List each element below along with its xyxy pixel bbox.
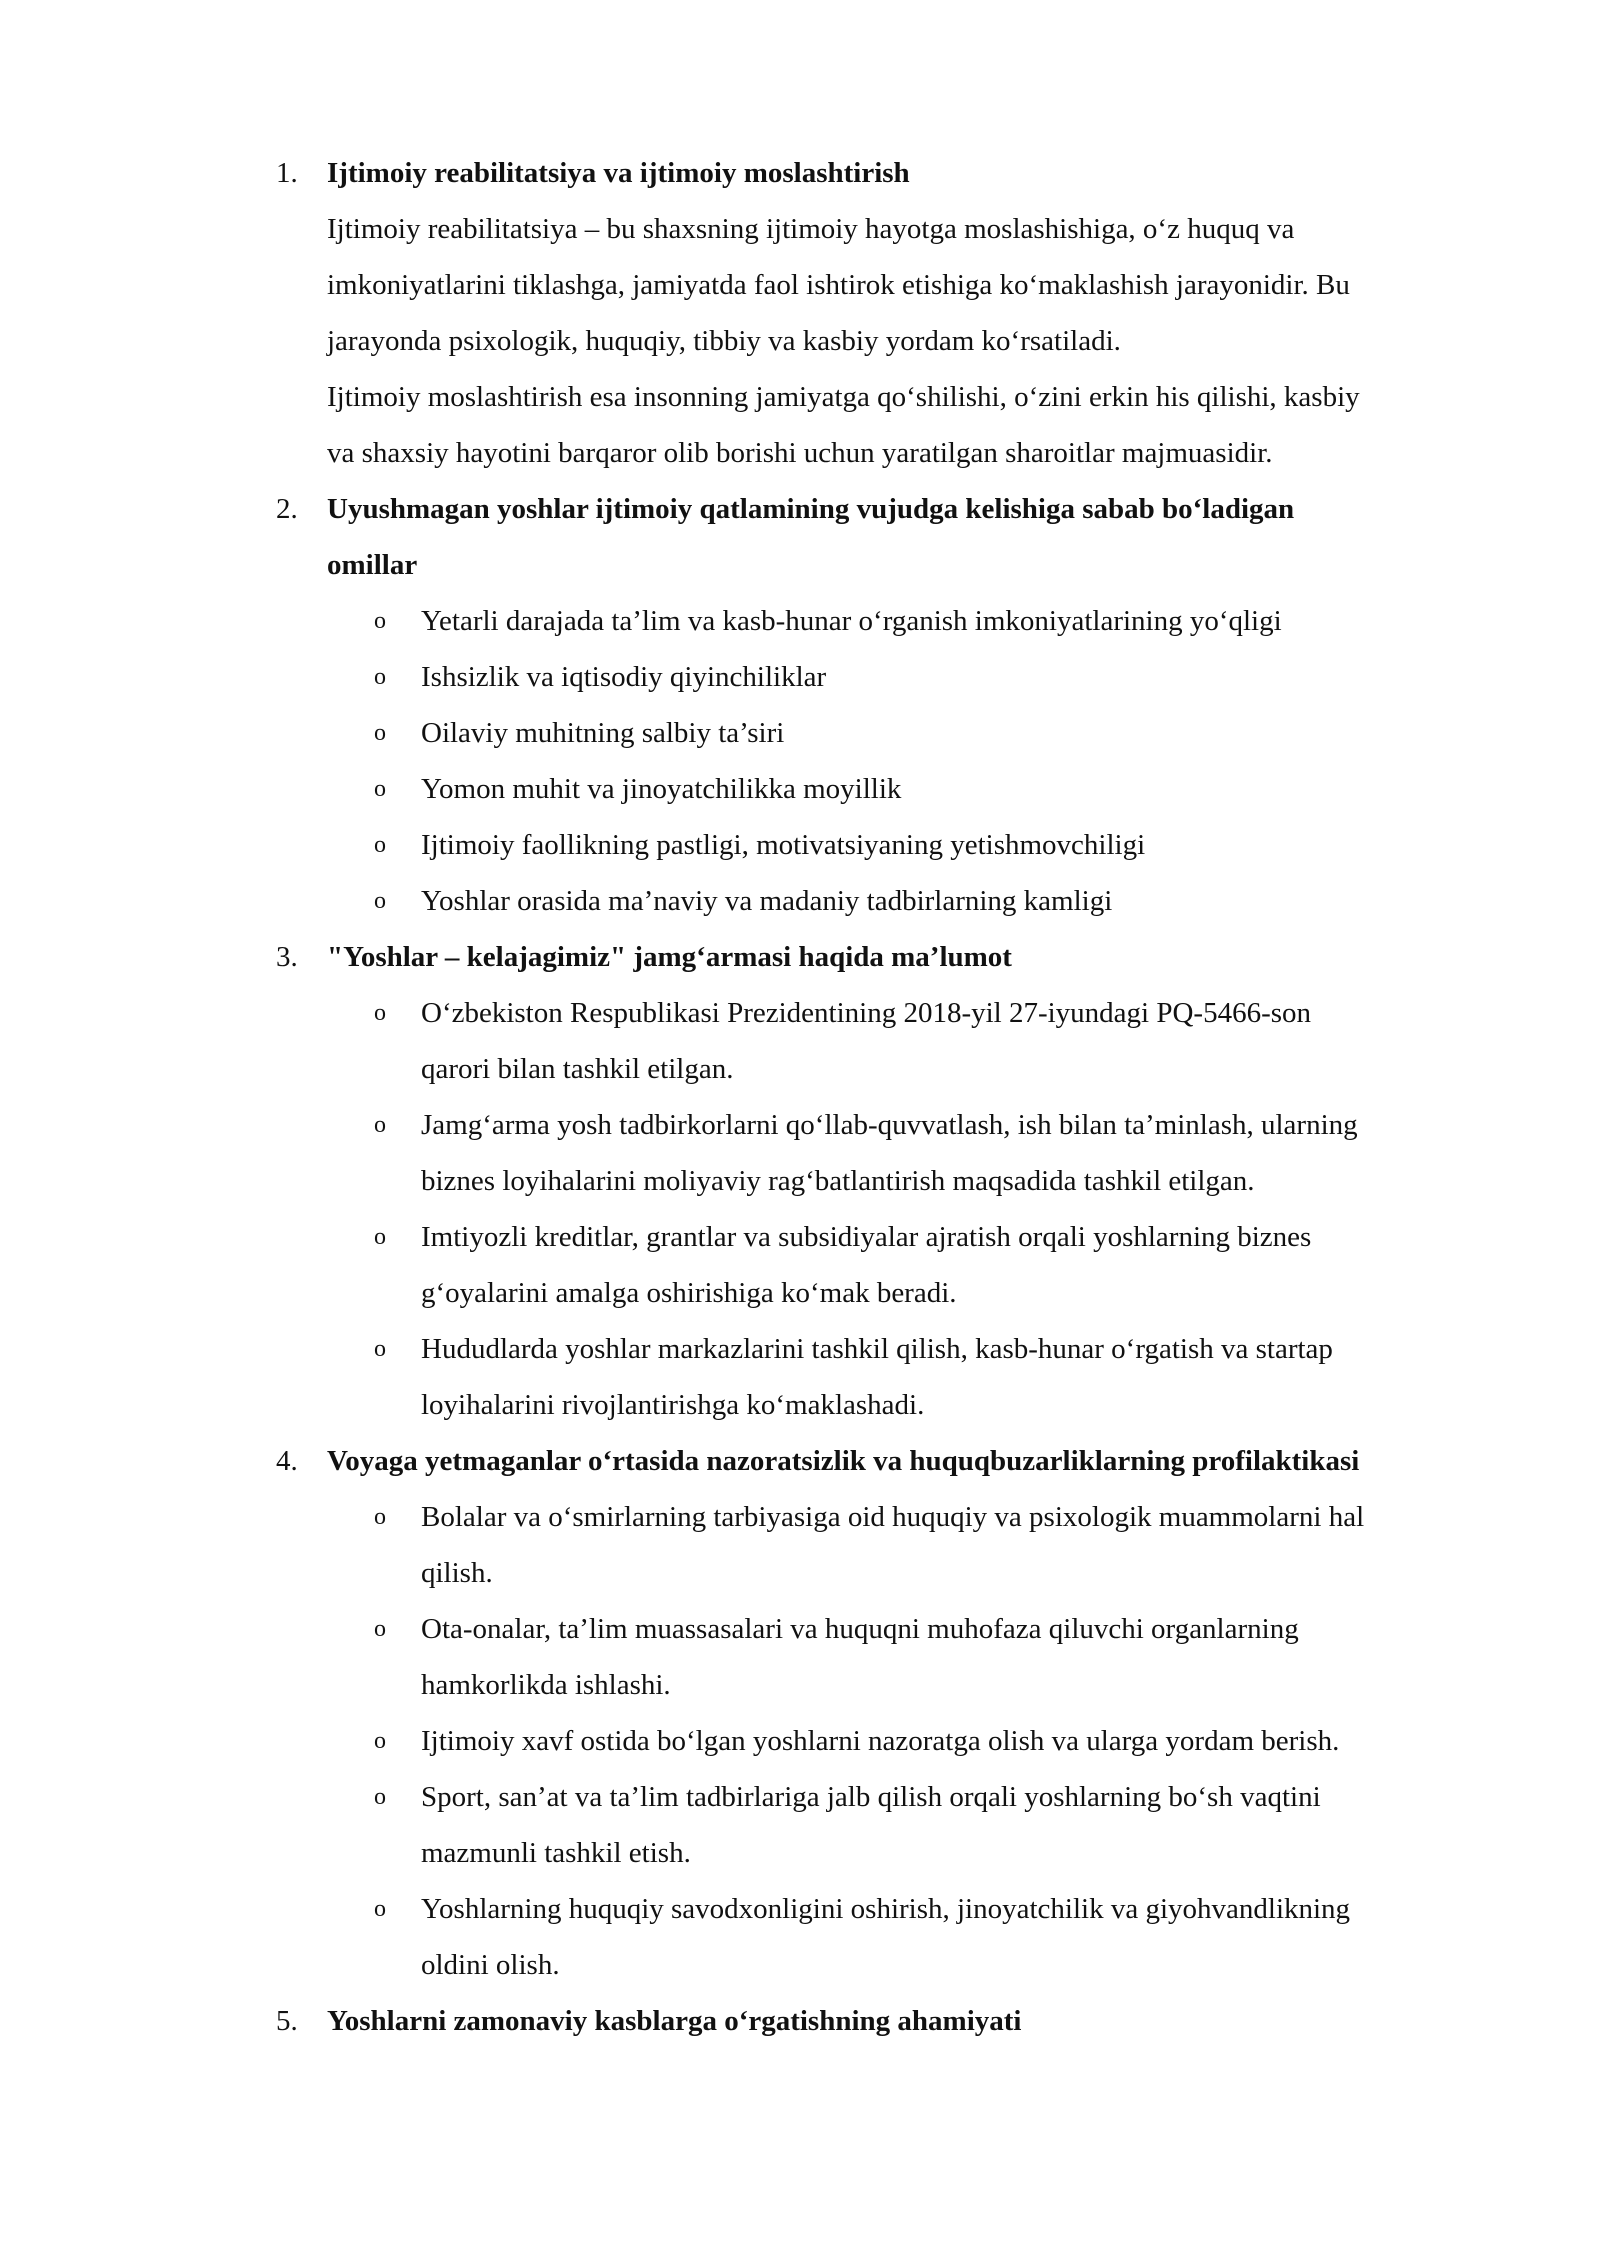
bullet-icon: o	[374, 1504, 386, 1530]
list-item: Jamg‘arma yosh tadbirkorlarni qo‘llab-quvvatlash, ish bilan ta’minlash, ularning	[421, 1109, 1358, 1141]
paragraph-line: jarayonda psixologik, huquqiy, tibbiy va kasbiy yordam ko‘rsatiladi.	[327, 325, 1121, 357]
paragraph-line: Ijtimoiy reabilitatsiya – bu shaxsning ijtimoiy hayotga moslashishiga, o‘z huquq va	[327, 213, 1295, 245]
bullet-icon: o	[374, 1616, 386, 1642]
list-item: O‘zbekiston Respublikasi Prezidentining 2018-yil 27-iyundagi PQ-5466-son	[421, 997, 1312, 1029]
paragraph-line: Ijtimoiy moslashtirish esa insonning jamiyatga qo‘shilishi, o‘zini erkin his qilishi, kasbiy	[327, 381, 1360, 413]
list-item: Imtiyozli kreditlar, grantlar va subsidiyalar ajratish orqali yoshlarning biznes	[421, 1221, 1312, 1253]
section-number: 2.	[276, 493, 298, 525]
section-heading: Yoshlarni zamonaviy kasblarga o‘rgatishning ahamiyati	[327, 2005, 1022, 2037]
list-item-continued: loyihalarini rivojlantirishga ko‘maklashadi.	[421, 1389, 925, 1421]
bullet-icon: o	[374, 608, 386, 634]
bullet-icon: o	[374, 1896, 386, 1922]
list-item-continued: qilish.	[421, 1557, 493, 1589]
bullet-icon: o	[374, 888, 386, 914]
section-heading: Uyushmagan yoshlar ijtimoiy qatlamining vujudga kelishiga sabab bo‘ladigan	[327, 493, 1295, 525]
bullet-icon: o	[374, 1336, 386, 1362]
bullet-icon: o	[374, 1784, 386, 1810]
section-number: 4.	[276, 1445, 298, 1477]
list-item: Ota-onalar, ta’lim muassasalari va huquqni muhofaza qiluvchi organlarning	[421, 1613, 1299, 1645]
list-item: Yoshlarning huquqiy savodxonligini oshirish, jinoyatchilik va giyohvandlikning	[421, 1893, 1351, 1925]
list-item: Hududlarda yoshlar markazlarini tashkil qilish, kasb-hunar o‘rgatish va startap	[421, 1333, 1333, 1365]
bullet-icon: o	[374, 1224, 386, 1250]
list-item: Yoshlar orasida ma’naviy va madaniy tadbirlarning kamligi	[421, 885, 1113, 917]
list-item-continued: hamkorlikda ishlashi.	[421, 1669, 671, 1701]
list-item: Yomon muhit va jinoyatchilikka moyillik	[421, 773, 902, 805]
bullet-icon: o	[374, 1000, 386, 1026]
bullet-icon: o	[374, 664, 386, 690]
list-item: Bolalar va o‘smirlarning tarbiyasiga oid huquqiy va psixologik muammolarni hal	[421, 1501, 1365, 1533]
section-heading: Ijtimoiy reabilitatsiya va ijtimoiy moslashtirish	[327, 157, 910, 189]
bullet-icon: o	[374, 720, 386, 746]
list-item: Ishsizlik va iqtisodiy qiyinchiliklar	[421, 661, 827, 693]
list-item: Oilaviy muhitning salbiy ta’siri	[421, 717, 785, 749]
section-number: 1.	[276, 157, 298, 189]
list-item-continued: oldini olish.	[421, 1949, 560, 1981]
list-item-continued: qarori bilan tashkil etilgan.	[421, 1053, 734, 1085]
list-item: Ijtimoiy faollikning pastligi, motivatsiyaning yetishmovchiligi	[421, 829, 1146, 861]
section-heading: Voyaga yetmaganlar o‘rtasida nazoratsizlik va huquqbuzarliklarning profilaktikasi	[327, 1445, 1360, 1477]
list-item: Yetarli darajada ta’lim va kasb-hunar o‘rganish imkoniyatlarining yo‘qligi	[421, 605, 1282, 637]
list-item: Ijtimoiy xavf ostida bo‘lgan yoshlarni nazoratga olish va ularga yordam berish.	[421, 1725, 1340, 1757]
bullet-icon: o	[374, 832, 386, 858]
list-item-continued: g‘oyalarini amalga oshirishiga ko‘mak beradi.	[421, 1277, 957, 1309]
paragraph-line: imkoniyatlarini tiklashga, jamiyatda faol ishtirok etishiga ko‘maklashish jarayonidir. Bu	[327, 269, 1350, 301]
section-heading: "Yoshlar – kelajagimiz" jamg‘armasi haqida ma’lumot	[327, 941, 1012, 973]
section-number: 3.	[276, 941, 298, 973]
bullet-icon: o	[374, 1728, 386, 1754]
list-item-continued: biznes loyihalarini moliyaviy rag‘batlantirish maqsadida tashkil etilgan.	[421, 1165, 1255, 1197]
bullet-icon: o	[374, 1112, 386, 1138]
section-number: 5.	[276, 2005, 298, 2037]
paragraph-line: va shaxsiy hayotini barqaror olib borishi uchun yaratilgan sharoitlar majmuasidir.	[327, 437, 1273, 469]
list-item: Sport, san’at va ta’lim tadbirlariga jalb qilish orqali yoshlarning bo‘sh vaqtini	[421, 1781, 1321, 1813]
section-heading-continued: omillar	[327, 549, 418, 581]
list-item-continued: mazmunli tashkil etish.	[421, 1837, 691, 1869]
bullet-icon: o	[374, 776, 386, 802]
